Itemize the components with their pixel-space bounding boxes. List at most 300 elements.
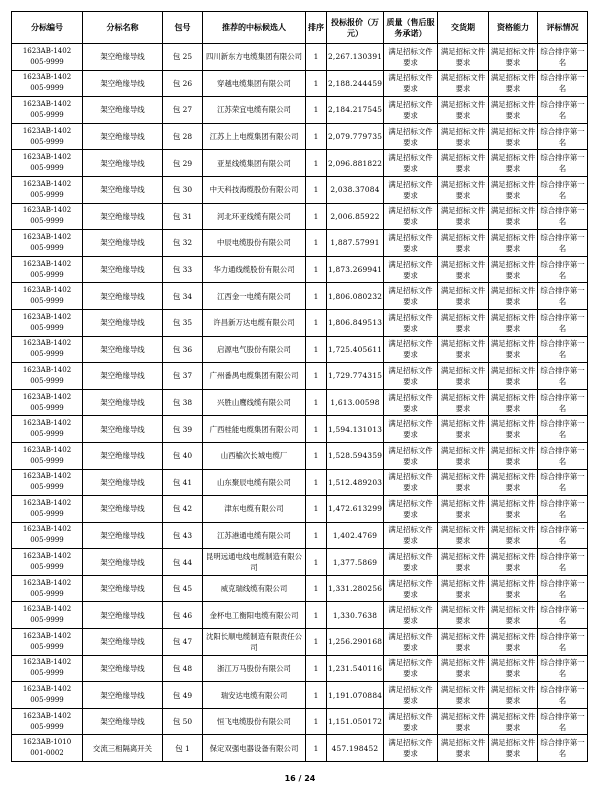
cell-bid-price: 1,331.280256 [327, 575, 384, 602]
cell-delivery: 满足招标文件要求 [438, 442, 489, 469]
cell-quality: 满足招标文件要求 [384, 522, 438, 549]
cell-qualification: 满足招标文件要求 [489, 522, 538, 549]
cell-quality: 满足招标文件要求 [384, 97, 438, 124]
cell-quality: 满足招标文件要求 [384, 283, 438, 310]
cell-delivery: 满足招标文件要求 [438, 363, 489, 390]
cell-package-no: 包 39 [163, 416, 203, 443]
cell-bid-price: 2,188.244459 [327, 70, 384, 97]
cell-qualification: 满足招标文件要求 [489, 44, 538, 71]
cell-rank: 1 [306, 469, 327, 496]
cell-lot-code: 1623AB-1402 005-9999 [12, 682, 83, 709]
cell-delivery: 满足招标文件要求 [438, 549, 489, 576]
cell-candidate-name: 恒飞电缆股份有限公司 [203, 708, 306, 735]
cell-delivery: 满足招标文件要求 [438, 283, 489, 310]
table-row [12, 682, 588, 709]
cell-lot-name: 架空绝缘导线 [83, 123, 163, 150]
cell-rank: 1 [306, 655, 327, 682]
cell-delivery: 满足招标文件要求 [438, 708, 489, 735]
cell-qualification: 满足招标文件要求 [489, 496, 538, 523]
cell-evaluation: 综合排序第一名 [538, 735, 588, 762]
cell-quality: 满足招标文件要求 [384, 176, 438, 203]
cell-delivery: 满足招标文件要求 [438, 97, 489, 124]
cell-rank: 1 [306, 602, 327, 629]
cell-candidate-name: 中辰电缆股份有限公司 [203, 230, 306, 257]
cell-candidate-name: 山西榆次长城电缆厂 [203, 442, 306, 469]
cell-lot-code: 1623AB-1402 005-9999 [12, 575, 83, 602]
cell-evaluation: 综合排序第一名 [538, 256, 588, 283]
cell-lot-code: 1623AB-1402 005-9999 [12, 309, 83, 336]
cell-bid-price: 1,725.405611 [327, 336, 384, 363]
cell-candidate-name: 津东电缆有限公司 [203, 496, 306, 523]
cell-lot-code: 1623AB-1402 005-9999 [12, 442, 83, 469]
cell-lot-code: 1623AB-1402 005-9999 [12, 256, 83, 283]
cell-candidate-name: 沈阳长顺电缆制造有限责任公司 [203, 629, 306, 656]
cell-bid-price: 1,806.080232 [327, 283, 384, 310]
column-header: 分标名称 [83, 12, 163, 44]
cell-candidate-name: 山东聚辰电缆有限公司 [203, 469, 306, 496]
cell-lot-code: 1623AB-1402 005-9999 [12, 150, 83, 177]
cell-candidate-name: 穿越电缆集团有限公司 [203, 70, 306, 97]
cell-delivery: 满足招标文件要求 [438, 602, 489, 629]
column-header: 投标报价（万元） [327, 12, 384, 44]
cell-lot-name: 架空绝缘导线 [83, 44, 163, 71]
table-row [12, 735, 588, 762]
cell-package-no: 包 32 [163, 230, 203, 257]
cell-lot-name: 架空绝缘导线 [83, 682, 163, 709]
cell-delivery: 满足招标文件要求 [438, 469, 489, 496]
cell-evaluation: 综合排序第一名 [538, 309, 588, 336]
cell-package-no: 包 25 [163, 44, 203, 71]
page-number: 16 / 24 [284, 774, 316, 783]
cell-evaluation: 综合排序第一名 [538, 602, 588, 629]
cell-rank: 1 [306, 735, 327, 762]
cell-lot-name: 架空绝缘导线 [83, 176, 163, 203]
cell-bid-price: 2,006.85922 [327, 203, 384, 230]
cell-delivery: 满足招标文件要求 [438, 230, 489, 257]
cell-bid-price: 1,256.290168 [327, 629, 384, 656]
cell-bid-price: 457.198452 [327, 735, 384, 762]
cell-package-no: 包 47 [163, 629, 203, 656]
cell-lot-name: 架空绝缘导线 [83, 150, 163, 177]
cell-quality: 满足招标文件要求 [384, 256, 438, 283]
cell-evaluation: 综合排序第一名 [538, 629, 588, 656]
cell-candidate-name: 广西桂能电缆集团有限公司 [203, 416, 306, 443]
cell-evaluation: 综合排序第一名 [538, 97, 588, 124]
cell-bid-price: 1,729.774315 [327, 363, 384, 390]
cell-evaluation: 综合排序第一名 [538, 442, 588, 469]
cell-quality: 满足招标文件要求 [384, 602, 438, 629]
cell-lot-name: 架空绝缘导线 [83, 309, 163, 336]
cell-lot-name: 架空绝缘导线 [83, 389, 163, 416]
cell-candidate-name: 瑞安达电缆有限公司 [203, 682, 306, 709]
cell-bid-price: 1,806.849513 [327, 309, 384, 336]
cell-quality: 满足招标文件要求 [384, 469, 438, 496]
cell-qualification: 满足招标文件要求 [489, 629, 538, 656]
cell-lot-code: 1623AB-1402 005-9999 [12, 336, 83, 363]
cell-delivery: 满足招标文件要求 [438, 496, 489, 523]
cell-lot-code: 1623AB-1402 005-9999 [12, 97, 83, 124]
cell-evaluation: 综合排序第一名 [538, 44, 588, 71]
table-row [12, 522, 588, 549]
cell-rank: 1 [306, 682, 327, 709]
cell-bid-price: 1,512.489203 [327, 469, 384, 496]
cell-rank: 1 [306, 496, 327, 523]
cell-rank: 1 [306, 256, 327, 283]
cell-evaluation: 综合排序第一名 [538, 389, 588, 416]
cell-qualification: 满足招标文件要求 [489, 309, 538, 336]
cell-evaluation: 综合排序第一名 [538, 70, 588, 97]
cell-bid-price: 1,402.4769 [327, 522, 384, 549]
cell-quality: 满足招标文件要求 [384, 230, 438, 257]
cell-lot-name: 架空绝缘导线 [83, 70, 163, 97]
cell-rank: 1 [306, 309, 327, 336]
table-row [12, 97, 588, 124]
cell-evaluation: 综合排序第一名 [538, 469, 588, 496]
cell-lot-code: 1623AB-1402 005-9999 [12, 469, 83, 496]
table-row [12, 363, 588, 390]
cell-lot-name: 架空绝缘导线 [83, 602, 163, 629]
cell-candidate-name: 兴胜山鹰线缆有限公司 [203, 389, 306, 416]
cell-rank: 1 [306, 176, 327, 203]
cell-package-no: 包 38 [163, 389, 203, 416]
cell-package-no: 包 28 [163, 123, 203, 150]
cell-bid-price: 1,231.540116 [327, 655, 384, 682]
cell-delivery: 满足招标文件要求 [438, 150, 489, 177]
cell-bid-price: 1,887.57991 [327, 230, 384, 257]
cell-quality: 满足招标文件要求 [384, 708, 438, 735]
cell-lot-name: 架空绝缘导线 [83, 416, 163, 443]
cell-candidate-name: 昆明远通电线电缆制造有限公司 [203, 549, 306, 576]
cell-lot-name: 架空绝缘导线 [83, 575, 163, 602]
cell-evaluation: 综合排序第一名 [538, 496, 588, 523]
cell-qualification: 满足招标文件要求 [489, 682, 538, 709]
cell-delivery: 满足招标文件要求 [438, 70, 489, 97]
cell-rank: 1 [306, 575, 327, 602]
cell-evaluation: 综合排序第一名 [538, 708, 588, 735]
cell-lot-code: 1623AB-1402 005-9999 [12, 389, 83, 416]
cell-bid-price: 2,184.217545 [327, 97, 384, 124]
cell-rank: 1 [306, 336, 327, 363]
cell-package-no: 包 33 [163, 256, 203, 283]
cell-quality: 满足招标文件要求 [384, 363, 438, 390]
cell-bid-price: 1,472.613299 [327, 496, 384, 523]
cell-lot-name: 架空绝缘导线 [83, 708, 163, 735]
cell-qualification: 满足招标文件要求 [489, 203, 538, 230]
cell-quality: 满足招标文件要求 [384, 416, 438, 443]
cell-lot-name: 架空绝缘导线 [83, 363, 163, 390]
cell-evaluation: 综合排序第一名 [538, 363, 588, 390]
table-row [12, 655, 588, 682]
column-header: 资格能力 [489, 12, 538, 44]
cell-evaluation: 综合排序第一名 [538, 150, 588, 177]
table-row [12, 256, 588, 283]
table-row [12, 203, 588, 230]
cell-quality: 满足招标文件要求 [384, 123, 438, 150]
cell-evaluation: 综合排序第一名 [538, 682, 588, 709]
cell-rank: 1 [306, 283, 327, 310]
cell-bid-price: 2,096.881822 [327, 150, 384, 177]
table-row [12, 150, 588, 177]
cell-qualification: 满足招标文件要求 [489, 389, 538, 416]
cell-evaluation: 综合排序第一名 [538, 123, 588, 150]
cell-quality: 满足招标文件要求 [384, 549, 438, 576]
table-row [12, 283, 588, 310]
cell-lot-name: 架空绝缘导线 [83, 522, 163, 549]
cell-candidate-name: 威克瑞线缆有限公司 [203, 575, 306, 602]
cell-quality: 满足招标文件要求 [384, 336, 438, 363]
column-header: 推荐的中标候选人 [203, 12, 306, 44]
cell-rank: 1 [306, 44, 327, 71]
cell-quality: 满足招标文件要求 [384, 150, 438, 177]
cell-bid-price: 1,528.594359 [327, 442, 384, 469]
cell-package-no: 包 48 [163, 655, 203, 682]
cell-quality: 满足招标文件要求 [384, 70, 438, 97]
cell-bid-price: 1,151.050172 [327, 708, 384, 735]
cell-package-no: 包 41 [163, 469, 203, 496]
cell-package-no: 包 40 [163, 442, 203, 469]
cell-delivery: 满足招标文件要求 [438, 655, 489, 682]
cell-lot-code: 1623AB-1402 005-9999 [12, 549, 83, 576]
cell-evaluation: 综合排序第一名 [538, 549, 588, 576]
cell-lot-code: 1623AB-1010 001-0002 [12, 735, 83, 762]
table-header-row [12, 12, 588, 44]
cell-delivery: 满足招标文件要求 [438, 629, 489, 656]
cell-delivery: 满足招标文件要求 [438, 123, 489, 150]
cell-lot-code: 1623AB-1402 005-9999 [12, 70, 83, 97]
cell-package-no: 包 27 [163, 97, 203, 124]
cell-bid-price: 2,079.779735 [327, 123, 384, 150]
cell-quality: 满足招标文件要求 [384, 682, 438, 709]
cell-lot-name: 交流三相隔离开关 [83, 735, 163, 762]
table-row [12, 230, 588, 257]
cell-qualification: 满足招标文件要求 [489, 549, 538, 576]
cell-qualification: 满足招标文件要求 [489, 363, 538, 390]
cell-candidate-name: 启源电气股份有限公司 [203, 336, 306, 363]
cell-quality: 满足招标文件要求 [384, 203, 438, 230]
cell-qualification: 满足招标文件要求 [489, 469, 538, 496]
cell-lot-name: 架空绝缘导线 [83, 203, 163, 230]
cell-quality: 满足招标文件要求 [384, 629, 438, 656]
cell-candidate-name: 江苏港通电缆有限公司 [203, 522, 306, 549]
cell-lot-code: 1623AB-1402 005-9999 [12, 230, 83, 257]
cell-delivery: 满足招标文件要求 [438, 682, 489, 709]
cell-qualification: 满足招标文件要求 [489, 336, 538, 363]
cell-package-no: 包 37 [163, 363, 203, 390]
cell-package-no: 包 49 [163, 682, 203, 709]
cell-delivery: 满足招标文件要求 [438, 336, 489, 363]
cell-rank: 1 [306, 522, 327, 549]
cell-lot-code: 1623AB-1402 005-9999 [12, 655, 83, 682]
table-body [12, 44, 588, 762]
cell-rank: 1 [306, 70, 327, 97]
cell-candidate-name: 浙江万马股份有限公司 [203, 655, 306, 682]
cell-bid-price: 2,038.37084 [327, 176, 384, 203]
table-row [12, 70, 588, 97]
cell-qualification: 满足招标文件要求 [489, 123, 538, 150]
cell-qualification: 满足招标文件要求 [489, 97, 538, 124]
cell-rank: 1 [306, 363, 327, 390]
cell-rank: 1 [306, 150, 327, 177]
cell-lot-name: 架空绝缘导线 [83, 496, 163, 523]
cell-candidate-name: 亚星线缆集团有限公司 [203, 150, 306, 177]
cell-qualification: 满足招标文件要求 [489, 176, 538, 203]
cell-lot-name: 架空绝缘导线 [83, 336, 163, 363]
cell-delivery: 满足招标文件要求 [438, 256, 489, 283]
cell-qualification: 满足招标文件要求 [489, 735, 538, 762]
cell-candidate-name: 四川新东方电缆集团有限公司 [203, 44, 306, 71]
cell-bid-price: 1,873.269941 [327, 256, 384, 283]
cell-rank: 1 [306, 389, 327, 416]
cell-candidate-name: 保定双强电器设备有限公司 [203, 735, 306, 762]
cell-quality: 满足招标文件要求 [384, 309, 438, 336]
cell-rank: 1 [306, 203, 327, 230]
cell-delivery: 满足招标文件要求 [438, 522, 489, 549]
cell-evaluation: 综合排序第一名 [538, 203, 588, 230]
cell-package-no: 包 31 [163, 203, 203, 230]
cell-lot-name: 架空绝缘导线 [83, 230, 163, 257]
cell-candidate-name: 广州番禺电缆集团有限公司 [203, 363, 306, 390]
cell-package-no: 包 46 [163, 602, 203, 629]
cell-lot-name: 架空绝缘导线 [83, 629, 163, 656]
cell-package-no: 包 42 [163, 496, 203, 523]
cell-package-no: 包 29 [163, 150, 203, 177]
column-header: 包号 [163, 12, 203, 44]
cell-evaluation: 综合排序第一名 [538, 176, 588, 203]
cell-lot-name: 架空绝缘导线 [83, 549, 163, 576]
cell-delivery: 满足招标文件要求 [438, 735, 489, 762]
cell-delivery: 满足招标文件要求 [438, 203, 489, 230]
column-header: 交货期 [438, 12, 489, 44]
bid-result-table [11, 11, 588, 762]
cell-qualification: 满足招标文件要求 [489, 70, 538, 97]
cell-rank: 1 [306, 708, 327, 735]
cell-qualification: 满足招标文件要求 [489, 575, 538, 602]
cell-quality: 满足招标文件要求 [384, 735, 438, 762]
cell-qualification: 满足招标文件要求 [489, 150, 538, 177]
cell-lot-name: 架空绝缘导线 [83, 283, 163, 310]
cell-package-no: 包 1 [163, 735, 203, 762]
cell-qualification: 满足招标文件要求 [489, 256, 538, 283]
cell-candidate-name: 江苏荣宜电缆有限公司 [203, 97, 306, 124]
cell-lot-code: 1623AB-1402 005-9999 [12, 708, 83, 735]
cell-lot-name: 架空绝缘导线 [83, 97, 163, 124]
cell-delivery: 满足招标文件要求 [438, 389, 489, 416]
cell-candidate-name: 江苏上上电缆集团有限公司 [203, 123, 306, 150]
cell-delivery: 满足招标文件要求 [438, 575, 489, 602]
cell-lot-code: 1623AB-1402 005-9999 [12, 123, 83, 150]
cell-lot-code: 1623AB-1402 005-9999 [12, 176, 83, 203]
cell-quality: 满足招标文件要求 [384, 655, 438, 682]
cell-lot-code: 1623AB-1402 005-9999 [12, 44, 83, 71]
cell-qualification: 满足招标文件要求 [489, 230, 538, 257]
cell-candidate-name: 江西金一电缆有限公司 [203, 283, 306, 310]
cell-lot-name: 架空绝缘导线 [83, 442, 163, 469]
cell-candidate-name: 河北环亚线缆有限公司 [203, 203, 306, 230]
cell-candidate-name: 华力通线缆股份有限公司 [203, 256, 306, 283]
cell-rank: 1 [306, 123, 327, 150]
cell-qualification: 满足招标文件要求 [489, 655, 538, 682]
cell-candidate-name: 金杯电工衡阳电缆有限公司 [203, 602, 306, 629]
cell-rank: 1 [306, 97, 327, 124]
table-row [12, 123, 588, 150]
cell-delivery: 满足招标文件要求 [438, 44, 489, 71]
table-row [12, 176, 588, 203]
cell-evaluation: 综合排序第一名 [538, 283, 588, 310]
cell-lot-name: 架空绝缘导线 [83, 469, 163, 496]
cell-package-no: 包 26 [163, 70, 203, 97]
cell-qualification: 满足招标文件要求 [489, 708, 538, 735]
cell-lot-code: 1623AB-1402 005-9999 [12, 496, 83, 523]
table-row [12, 336, 588, 363]
cell-qualification: 满足招标文件要求 [489, 442, 538, 469]
cell-bid-price: 1,594.131013 [327, 416, 384, 443]
cell-qualification: 满足招标文件要求 [489, 602, 538, 629]
column-header: 评标情况 [538, 12, 588, 44]
cell-bid-price: 1,613.00598 [327, 389, 384, 416]
cell-quality: 满足招标文件要求 [384, 496, 438, 523]
cell-qualification: 满足招标文件要求 [489, 283, 538, 310]
cell-package-no: 包 50 [163, 708, 203, 735]
table-row [12, 389, 588, 416]
cell-lot-code: 1623AB-1402 005-9999 [12, 283, 83, 310]
cell-delivery: 满足招标文件要求 [438, 309, 489, 336]
cell-quality: 满足招标文件要求 [384, 389, 438, 416]
cell-candidate-name: 中天科技海缆股份有限公司 [203, 176, 306, 203]
cell-bid-price: 2,267.130391 [327, 44, 384, 71]
cell-quality: 满足招标文件要求 [384, 575, 438, 602]
table-row [12, 708, 588, 735]
cell-delivery: 满足招标文件要求 [438, 416, 489, 443]
cell-package-no: 包 35 [163, 309, 203, 336]
cell-rank: 1 [306, 416, 327, 443]
cell-lot-name: 架空绝缘导线 [83, 256, 163, 283]
table-row [12, 442, 588, 469]
table-row [12, 629, 588, 656]
table-row [12, 496, 588, 523]
cell-lot-code: 1623AB-1402 005-9999 [12, 629, 83, 656]
column-header: 质量（售后服务承诺） [384, 12, 438, 44]
table-row [12, 602, 588, 629]
cell-evaluation: 综合排序第一名 [538, 522, 588, 549]
cell-quality: 满足招标文件要求 [384, 442, 438, 469]
cell-lot-name: 架空绝缘导线 [83, 655, 163, 682]
cell-rank: 1 [306, 442, 327, 469]
table-row [12, 309, 588, 336]
cell-rank: 1 [306, 549, 327, 576]
cell-package-no: 包 44 [163, 549, 203, 576]
cell-evaluation: 综合排序第一名 [538, 416, 588, 443]
table-row [12, 549, 588, 576]
cell-package-no: 包 45 [163, 575, 203, 602]
column-header: 分标编号 [12, 12, 83, 44]
table-row [12, 416, 588, 443]
cell-package-no: 包 36 [163, 336, 203, 363]
cell-delivery: 满足招标文件要求 [438, 176, 489, 203]
cell-bid-price: 1,191.070884 [327, 682, 384, 709]
cell-bid-price: 1,377.5869 [327, 549, 384, 576]
cell-package-no: 包 34 [163, 283, 203, 310]
cell-rank: 1 [306, 230, 327, 257]
table-row [12, 575, 588, 602]
column-header: 排序 [306, 12, 327, 44]
cell-lot-code: 1623AB-1402 005-9999 [12, 203, 83, 230]
table-row [12, 44, 588, 71]
cell-candidate-name: 许昌新万达电缆有限公司 [203, 309, 306, 336]
table-row [12, 469, 588, 496]
cell-package-no: 包 43 [163, 522, 203, 549]
cell-evaluation: 综合排序第一名 [538, 230, 588, 257]
cell-rank: 1 [306, 629, 327, 656]
